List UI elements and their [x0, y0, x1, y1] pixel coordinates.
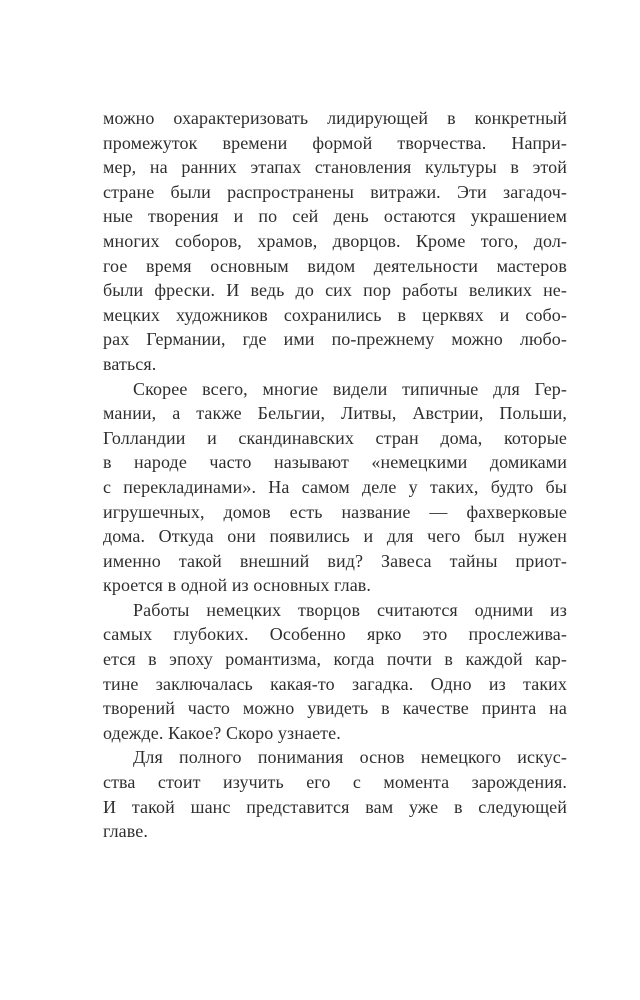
text-line: Работы немецких творцов считаются одними из [133, 599, 567, 620]
text-line: ется в эпоху романтизма, когда почти в каждой кар- [103, 649, 567, 670]
text-line: Для полного понимания основ немецкого искус- [133, 747, 567, 768]
text-line: ваться. [103, 353, 157, 374]
text-line: мании, а также Бельгии, Литвы, Австрии, Польши, [103, 403, 567, 424]
text-line: главе. [103, 821, 148, 842]
text-line: дома. Откуда они появились и для чего был нужен [103, 526, 567, 547]
text-line: Голландии и скандинавских стран дома, которые [103, 427, 567, 448]
paragraph [103, 106, 567, 377]
text-line: творений часто можно увидеть в качестве принта на [103, 698, 567, 719]
text-line: одежде. Какое? Скоро узнаете. [103, 722, 341, 743]
paragraph [103, 598, 567, 746]
text-line: ства стоит изучить его с момента зарождения. [103, 772, 567, 793]
text-line: были фрески. И ведь до сих пор работы великих не- [103, 280, 567, 301]
text-line: Скорее всего, многие видели типичные для Гер- [133, 378, 567, 399]
text-line: промежуток времени формой творчества. Напри- [103, 132, 567, 153]
text-line: кроется в одной из основных глав. [103, 575, 371, 596]
text-line: рах Германии, где ими по-прежнему можно любо- [103, 329, 567, 350]
text-line: мецких художников сохранились в церквях и собо- [103, 304, 567, 325]
text-line: игрушечных, домов есть название — фахверковые [103, 501, 567, 522]
text-line: ные творения и по сей день остаются украшением [103, 206, 567, 227]
text-line: самых глубоких. Особенно ярко это прослежива- [103, 624, 567, 645]
text-block [103, 106, 567, 844]
text-line: тине заключалась какая-то загадка. Одно из таких [103, 673, 567, 694]
text-line: гое время основным видом деятельности мастеров [103, 255, 567, 276]
text-line: многих соборов, храмов, дворцов. Кроме того, дол- [103, 230, 567, 251]
text-line: в народе часто называют «немецкими домиками [103, 452, 567, 473]
text-line: именно такой внешний вид? Завеса тайны приот- [103, 550, 567, 571]
text-line: стране были распространены витражи. Эти загадоч- [103, 181, 567, 202]
paragraph [103, 377, 567, 598]
paragraph [103, 745, 567, 843]
text-line: с перекладинами». На самом деле у таких, будто бы [103, 476, 567, 497]
text-line: мер, на ранних этапах становления культуры в этой [103, 157, 567, 178]
text-line: И такой шанс представится вам уже в следующей [103, 796, 567, 817]
text-line: можно охарактеризовать лидирующей в конкретный [103, 108, 567, 128]
